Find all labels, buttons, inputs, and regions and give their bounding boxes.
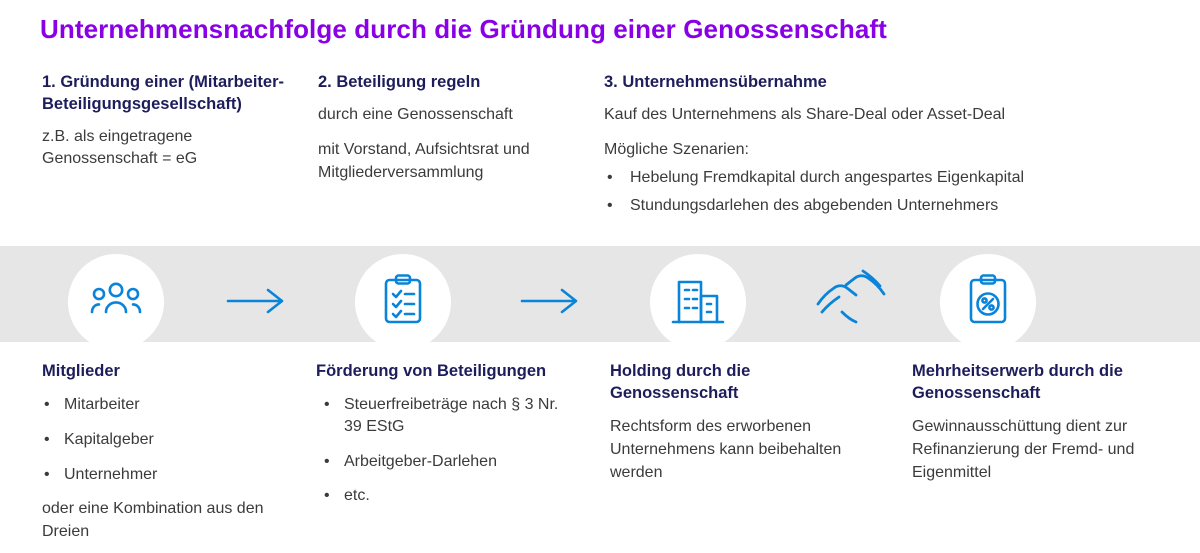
- list-item: • Kapitalgeber: [42, 429, 292, 451]
- arrow-right-icon-1: [226, 286, 286, 316]
- icon-circle-percent: [940, 254, 1036, 350]
- top-step-2-heading: 2. Beteiligung regeln: [318, 73, 481, 91]
- list-item: • Mitarbeiter: [42, 394, 292, 416]
- icon-circle-members: [68, 254, 164, 350]
- top-step-1-line-1: z.B. als eingetragene Genossenschaft = eG: [42, 127, 198, 168]
- list-item: • Steuerfreibeträge nach § 3 Nr. 39 EStG: [316, 394, 568, 438]
- top-step-1-heading: 1. Gründung einer (Mitarbeiter-Beteiligungsgesellschaft): [42, 73, 285, 113]
- bottom-step-majority: [912, 360, 1182, 484]
- top-step-3: [604, 72, 1164, 223]
- bottom-step-2-heading: Förderung von Beteiligungen: [316, 362, 547, 380]
- list-item: • Hebelung Fremdkapital durch angespartes Eigenkapital: [604, 166, 1164, 189]
- arrow-right-icon-2: [520, 286, 580, 316]
- bottom-step-4-heading: Mehrheitserwerb durch die Genossenschaft: [912, 362, 1123, 403]
- top-step-1: [42, 72, 292, 171]
- bottom-step-2-bullets: [316, 394, 568, 507]
- office-building-icon: [671, 274, 725, 331]
- top-step-2-line-2: mit Vorstand, Aufsichtsrat und Mitgliederversammlung: [318, 141, 530, 182]
- bottom-step-1-heading: Mitglieder: [42, 362, 120, 380]
- top-step-2: [318, 72, 580, 185]
- top-step-3-line-1: Kauf des Unternehmens als Share-Deal oder Asset-Deal: [604, 105, 1006, 123]
- bottom-step-3-footer: Rechtsform des erworbenen Unternehmens kann beibehalten werden: [610, 418, 842, 481]
- top-steps-row: [0, 72, 1200, 242]
- icon-circle-checklist: [355, 254, 451, 350]
- top-step-3-line-2: Mögliche Szenarien:: [604, 141, 749, 159]
- list-item: • Stundungsdarlehen des abgebenden Unternehmers: [604, 194, 1164, 217]
- handshake-icon: [812, 268, 890, 330]
- bottom-step-1-footer: oder eine Kombination aus den Dreien: [42, 500, 264, 541]
- top-step-3-bullets: [604, 166, 1164, 217]
- top-step-3-heading: 3. Unternehmensübernahme: [604, 73, 827, 91]
- people-group-icon: [89, 278, 143, 327]
- list-item: • Arbeitgeber-Darlehen: [316, 451, 568, 473]
- bottom-step-members: [42, 360, 292, 544]
- page-title: Unternehmensnachfolge durch die Gründung einer Genossenschaft: [40, 14, 887, 44]
- bottom-step-4-footer: Gewinnausschüttung dient zur Refinanzierung der Fremd- und Eigenmittel: [912, 418, 1135, 481]
- checklist-clipboard-icon: [379, 273, 427, 332]
- list-item: • etc.: [316, 485, 568, 507]
- list-item: • Unternehmer: [42, 464, 292, 486]
- clipboard-percent-icon: [964, 273, 1012, 332]
- bottom-step-funding: [316, 360, 568, 520]
- icon-circle-building: [650, 254, 746, 350]
- bottom-step-holding: [610, 360, 875, 484]
- bottom-step-3-heading: Holding durch die Genossenschaft: [610, 362, 751, 403]
- bottom-step-1-bullets: [42, 394, 292, 485]
- top-step-2-line-1: durch eine Genossenschaft: [318, 105, 513, 123]
